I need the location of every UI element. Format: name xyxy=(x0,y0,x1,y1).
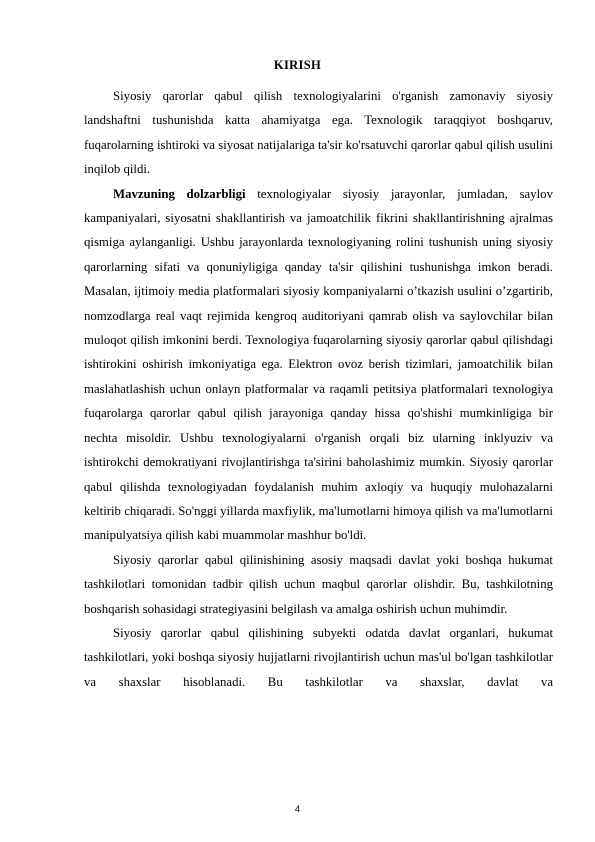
paragraph-text: Siyosiy qarorlar qabul qilishining subyekti odatda davlat organlari, hukumat tashkilotlari, yoki boshqa siyosiy hujjatlarni rivojlantirish uchun mas'ul bo'lgan tashkilotlar va shaxslar hisoblanadi. Bu tashkilotlar va shaxslar, davlat va xyxy=(84,625,553,689)
paragraph xyxy=(84,182,553,548)
page-title: KIRISH xyxy=(273,58,322,72)
paragraph-text: texnologiyalar siyosiy jarayonlar, jumladan, saylov kampaniyalari, siyosatni shakllantirish va jamoatchilik fikrini shakllantirishning ajralmas qismiga aylanganligi. Ushbu jarayonlarda texnologiyaning rolini tushunish uning siyosiy qarorlarning sifati va qonuniyligiga qanday ta'sir qilishini tushunishga imkon beradi. Masalan, ijtimoiy media platformalari siyosiy kompaniyalarni o’tkazish usulini o’zgartirib, nomzodlarga real vaqt rejimida kengroq auditoriyani qamrab olish va saylovchilar bilan muloqot qilish imkonini berdi. Texnologiya fuqarolarning siyosiy qarorlar qabul qilishdagi ishtirokini oshirish imkoniyatiga ega. Elektron ovoz berish tizimlari, jamoatchilik bilan maslahatlashish uchun onlayn platformalar va raqamli petitsiya platformalari texnologiya fuqarolarga qarorlar qabul qilish jarayoniga qanday hissa qo'shishi mumkinligiga bir nechta misoldir. Ushbu texnologiyalarni o'rganish orqali biz ularning inklyuziv va ishtirokchi demokratiyani rivojlantirishga ta'sirini baholashimiz mumkin. Siyosiy qarorlar qabul qilishda texnologiyadan foydalanish muhim axloqiy va huquqiy mulohazalarni keltirib chiqaradi. So'nggi yillarda maxfiylik, ma'lumotlarni himoya qilish va ma'lumotlarni manipulyatsiya qilish kabi muammolar mashhur bo'ldi. xyxy=(84,186,553,543)
paragraph-text: Siyosiy qarorlar qabul qilish texnologiyalarini o'rganish zamonaviy siyosiy landshaftni tushunishda katta ahamiyatga ega. Texnologik taraqqiyot boshqaruv, fuqarolarning ishtiroki va siyosat natijalariga ta'sir ko'rsatuvchi qarorlar qabul qilish usulini inqilob qildi. xyxy=(84,89,553,177)
paragraph-text: Siyosiy qarorlar qabul qilinishining asosiy maqsadi davlat yoki boshqa hukumat tashkilotlari tomonidan tadbir qilish uchun maqbul qarorlar olishdir. Bu, tashkilotning boshqarish sohasidagi strategiyasini belgilash va amalga oshirish uchun muhimdir. xyxy=(84,552,553,616)
paragraph-lead: Mavzuning dolzarbligi xyxy=(113,186,246,201)
paragraph xyxy=(84,548,553,621)
paragraph xyxy=(84,621,553,694)
page-number: 4 xyxy=(294,804,301,815)
paragraph xyxy=(84,84,553,182)
body-text xyxy=(84,84,553,694)
